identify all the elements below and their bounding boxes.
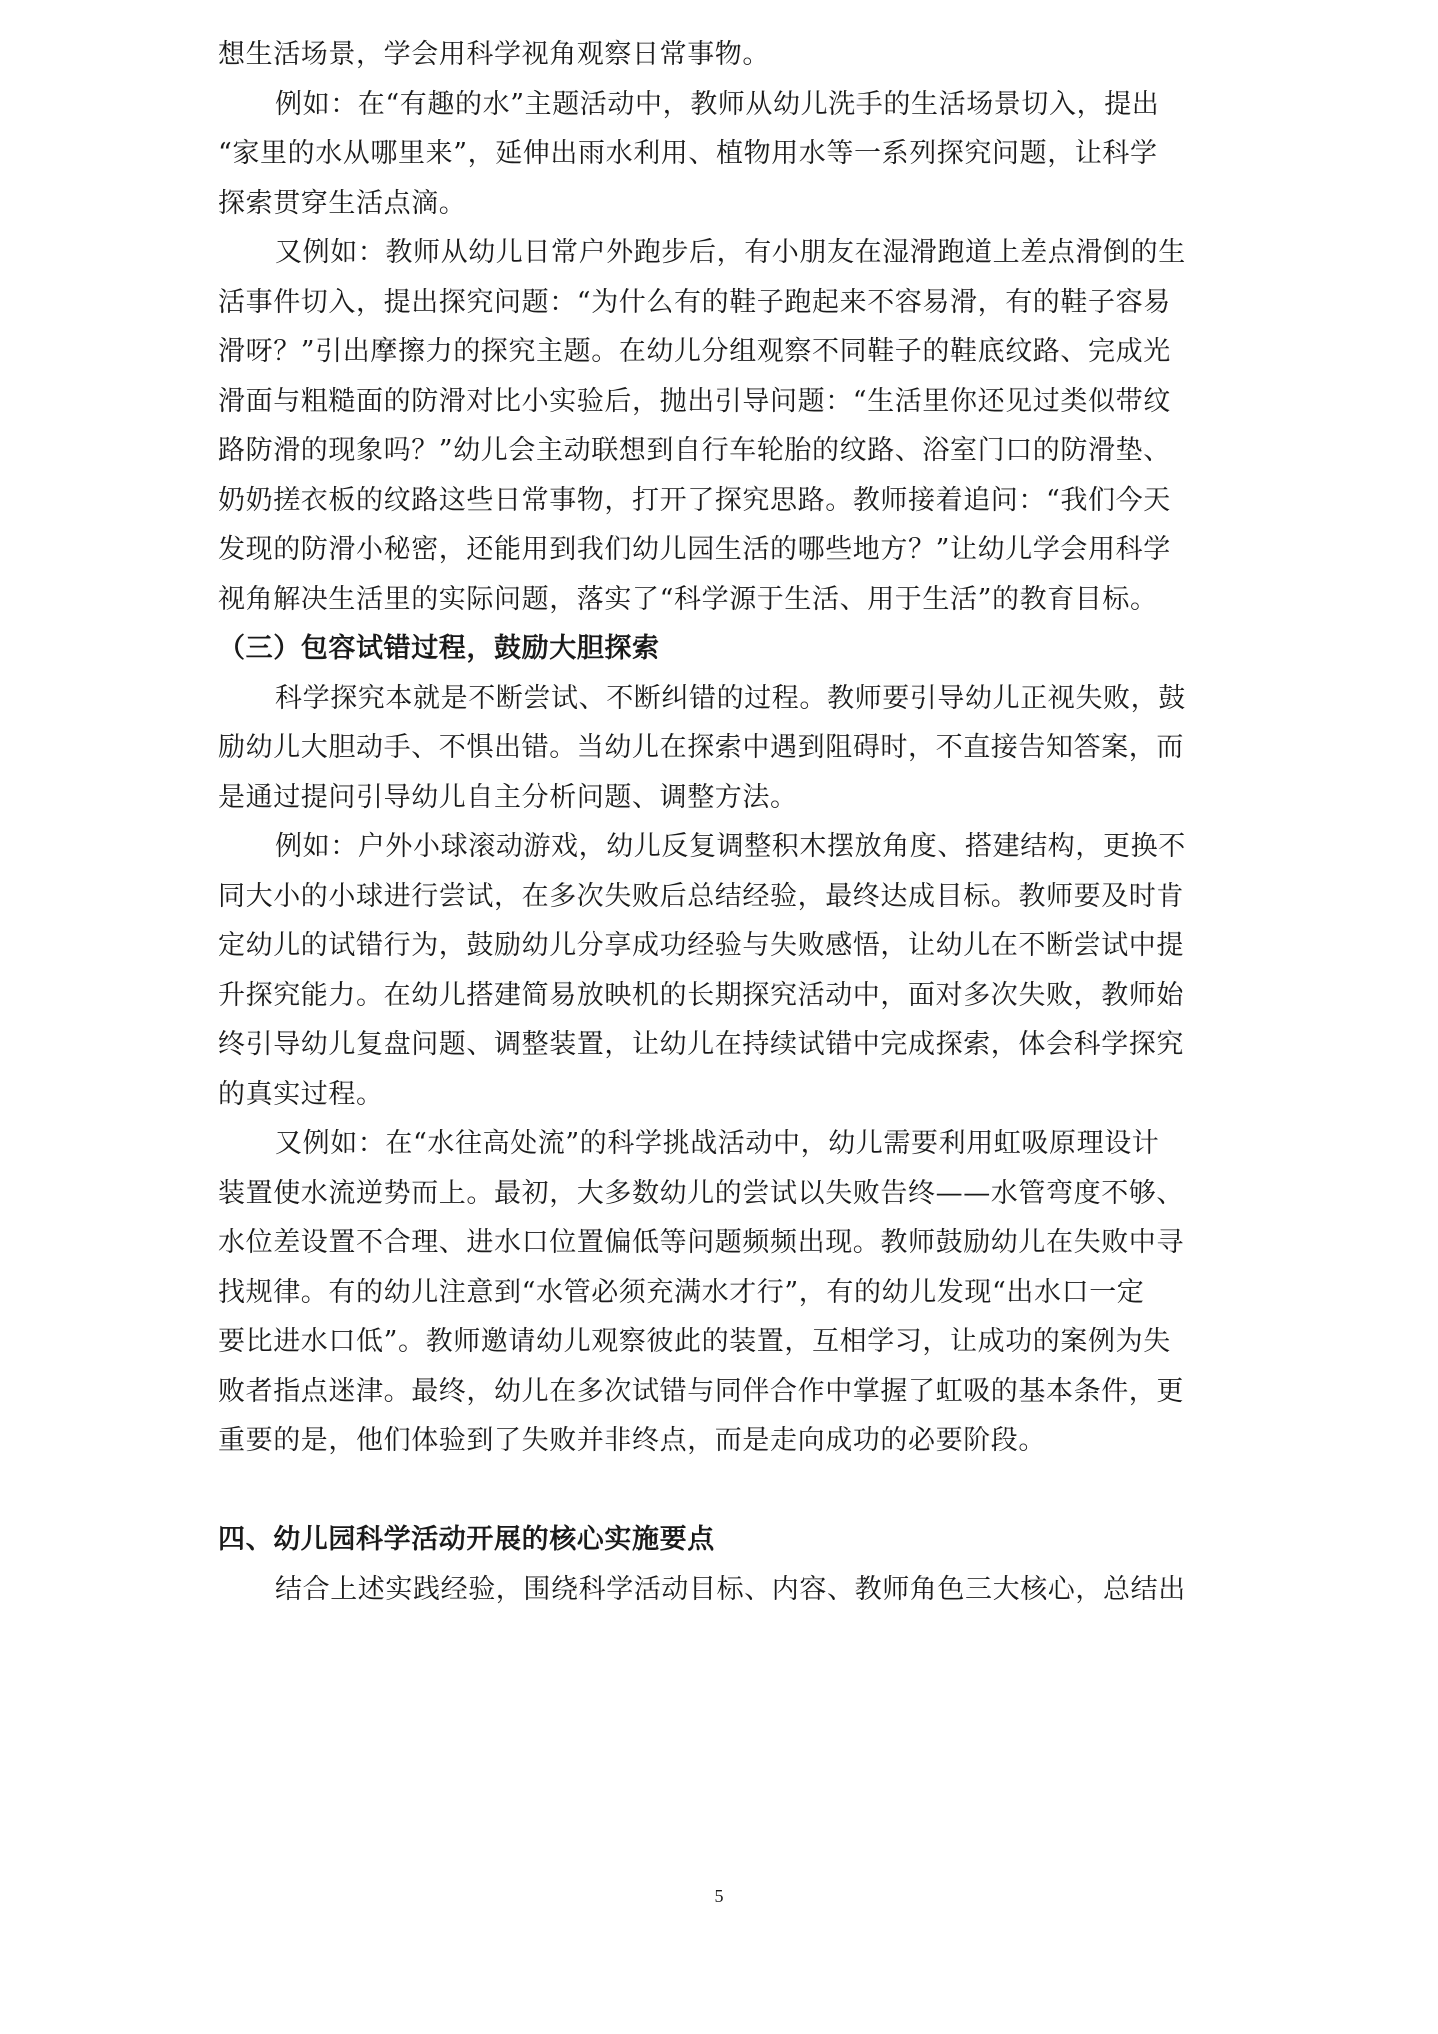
text-line: 例如：在“有趣的水”主题活动中，教师从幼儿洗手的生活场景切入，提出: [275, 88, 1160, 120]
text-line: 视角解决生活里的实际问题，落实了“科学源于生活、用于生活”的教育目标。: [218, 583, 1158, 615]
text-line: 发现的防滑小秘密，还能用到我们幼儿园生活的哪些地方？”让幼儿学会用科学: [218, 534, 1171, 565]
document-body: [218, 30, 1218, 1614]
text-line: 想生活场景，学会用科学视角观察日常事物。: [218, 39, 770, 70]
text-line: 水位差设置不合理、进水口位置偏低等问题频频出现。教师鼓励幼儿在失败中寻: [218, 1227, 1184, 1258]
text-line: 励幼儿大胆动手、不惧出错。当幼儿在探索中遇到阻碍时，不直接告知答案，而: [218, 732, 1184, 763]
text-line: 的真实过程。: [218, 1078, 384, 1110]
text-line: 同大小的小球进行尝试，在多次失败后总结经验，最终达成目标。教师要及时肯: [218, 880, 1184, 912]
text-line: 活事件切入，提出探究问题：“为什么有的鞋子跑起来不容易滑，有的鞋子容易: [218, 286, 1171, 318]
text-line: 找规律。有的幼儿注意到“水管必须充满水才行”，有的幼儿发现“出水口一定: [218, 1276, 1145, 1308]
paragraph-gap: [218, 1466, 1218, 1516]
text-line: 路防滑的现象吗？”幼儿会主动联想到自行车轮胎的纹路、浴室门口的防滑垫、: [218, 435, 1171, 466]
text-line: 装置使水流逆势而上。最初，大多数幼儿的尝试以失败告终——水管弯度不够、: [218, 1177, 1184, 1209]
text-line: 要比进水口低”。教师邀请幼儿观察彼此的装置，互相学习，让成功的案例为失: [218, 1326, 1171, 1357]
section-heading: 四、幼儿园科学活动开展的核心实施要点: [218, 1524, 715, 1555]
text-line: 是通过提问引导幼儿自主分析问题、调整方法。: [218, 781, 798, 813]
text-line: 滑呀？”引出摩擦力的探究主题。在幼儿分组观察不同鞋子的鞋底纹路、完成光: [218, 336, 1171, 367]
text-line: 重要的是，他们体验到了失败并非终点，而是走向成功的必要阶段。: [218, 1425, 1046, 1456]
text-line: 滑面与粗糙面的防滑对比小实验后，抛出引导问题：“生活里你还见过类似带纹: [218, 385, 1171, 417]
text-line: 探索贯穿生活点滴。: [218, 187, 467, 219]
text-line: 科学探究本就是不断尝试、不断纠错的过程。教师要引导幼儿正视失败，鼓: [275, 682, 1186, 714]
text-line: “家里的水从哪里来”，延伸出雨水利用、植物用水等一系列探究问题，让科学: [218, 138, 1158, 169]
text-line: 升探究能力。在幼儿搭建简易放映机的长期探究活动中，面对多次失败，教师始: [218, 979, 1184, 1011]
text-line: 例如：户外小球滚动游戏，幼儿反复调整积木摆放角度、搭建结构，更换不: [275, 831, 1186, 862]
page-number: 5: [714, 1886, 724, 1906]
text-line: 又例如：在“水往高处流”的科学挑战活动中，幼儿需要利用虹吸原理设计: [275, 1128, 1160, 1159]
text-line: 败者指点迷津。最终，幼儿在多次试错与同伴合作中掌握了虹吸的基本条件，更: [218, 1375, 1184, 1407]
text-line: 终引导幼儿复盘问题、调整装置，让幼儿在持续试错中完成探索，体会科学探究: [218, 1029, 1184, 1060]
text-line: 奶奶搓衣板的纹路这些日常事物，打开了探究思路。教师接着追问：“我们今天: [218, 484, 1171, 516]
text-line: 结合上述实践经验，围绕科学活动目标、内容、教师角色三大核心，总结出: [275, 1573, 1186, 1605]
text-line: 又例如：教师从幼儿日常户外跑步后，有小朋友在湿滑跑道上差点滑倒的生: [275, 237, 1186, 268]
section-heading: （三）包容试错过程，鼓励大胆探索: [218, 633, 660, 664]
text-line: 定幼儿的试错行为，鼓励幼儿分享成功经验与失败感悟，让幼儿在不断尝试中提: [218, 930, 1184, 961]
